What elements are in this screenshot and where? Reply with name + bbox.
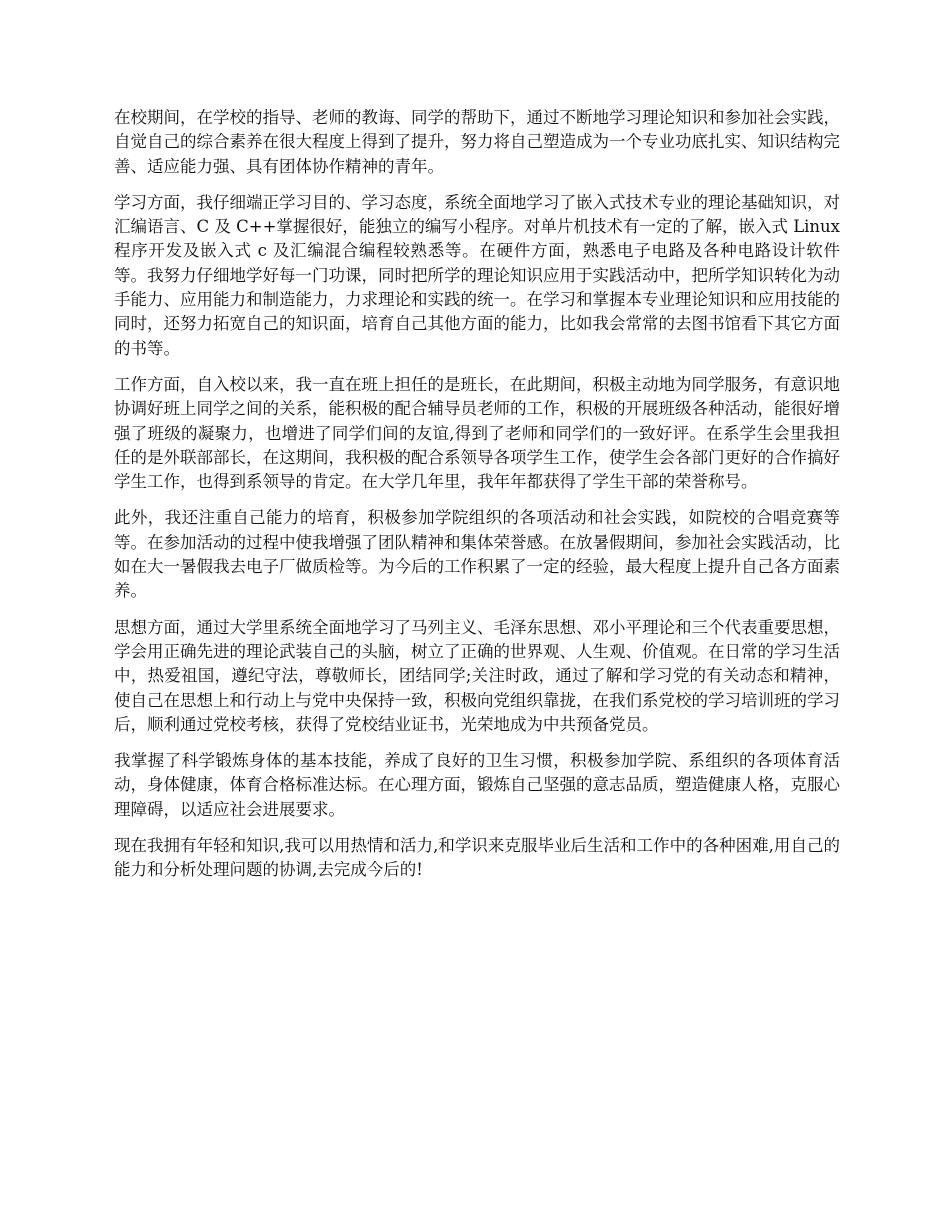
paragraph-conclusion: 现在我拥有年轻和知识,我可以用热情和活力,和学识来克服毕业后生活和工作中的各种困难,用自己的能力和分析处理问题的协调,去完成今后的! [114, 836, 840, 880]
paragraph-work: 工作方面，自入校以来，我一直在班上担任的是班长，在此期间，积极主动地为同学服务，有意识地协调好班上同学之间的关系，能积极的配合辅导员老师的工作，积极的开展班级各种活动，能很好增强了班级的凝聚力，也增进了同学们间的友谊,得到了老师和同学们的一致好评。在系学生会里我担任的是外联部部长，在这期间，我积极的配合系领导各项学生工作，使学生会各部门更好的合作搞好学生工作，也得到系领导的肯定。在大学几年里，我年年都获得了学生干部的荣誉称号。 [114, 374, 840, 492]
paragraph-health: 我掌握了科学锻炼身体的基本技能，养成了良好的卫生习惯，积极参加学院、系组织的各项体育活动，身体健康，体育合格标准达标。在心理方面，锻炼自己坚强的意志品质，塑造健康人格，克服心理障碍，以适应社会进展要求。 [114, 751, 840, 819]
paragraph-campus-period: 在校期间，在学校的指导、老师的教诲、同学的帮助下，通过不断地学习理论知识和参加社会实践，自觉自己的综合素养在很大程度上得到了提升，努力将自己塑造成为一个专业功底扎实、知识结构完善、适应能力强、具有团体协作精神的青年。 [114, 108, 840, 176]
paragraph-activities: 此外，我还注重自己能力的培育，积极参加学院组织的各项活动和社会实践，如院校的合唱竞赛等等。在参加活动的过程中使我增强了团队精神和集体荣誉感。在放暑假期间，参加社会实践活动，比如在大一暑假我去电子厂做质检等。为今后的工作积累了一定的经验，最大程度上提升自己各方面素养。 [114, 508, 840, 601]
document-body [114, 106, 840, 883]
paragraph-study: 学习方面，我仔细端正学习目的、学习态度，系统全面地学习了嵌入式技术专业的理论基础知识，对汇编语言、C 及 C++掌握很好，能独立的编写小程序。对单片机技术有一定的了解，嵌入式 Linux 程序开发及嵌入式 c 及汇编混合编程较熟悉等。在硬件方面，熟悉电子电路及各种电路设计软件等。我努力仔细地学好每一门功课，同时把所学的理论知识应用于实践活动中，把所学知识转化为动手能力、应用能力和制造能力，力求理论和实践的统一。在学习和掌握本专业理论知识和应用技能的同时，还努力拓宽自己的知识面，培育自己其他方面的能力，比如我会常常的去图书馆看下其它方面的书等。 [114, 192, 840, 358]
paragraph-ideology: 思想方面，通过大学里系统全面地学习了马列主义、毛泽东思想、邓小平理论和三个代表重要思想，学会用正确先进的理论武装自己的头脑，树立了正确的世界观、人生观、价值观。在日常的学习生活中，热爱祖国，遵纪守法，尊敬师长，团结同学;关注时政，通过了解和学习党的有关动态和精神，使自己在思想上和行动上与党中央保持一致，积极向党组织靠拢，在我们系党校的学习培训班的学习后，顺利通过党校考核，获得了党校结业证书，光荣地成为中共预备党员。 [114, 617, 840, 734]
